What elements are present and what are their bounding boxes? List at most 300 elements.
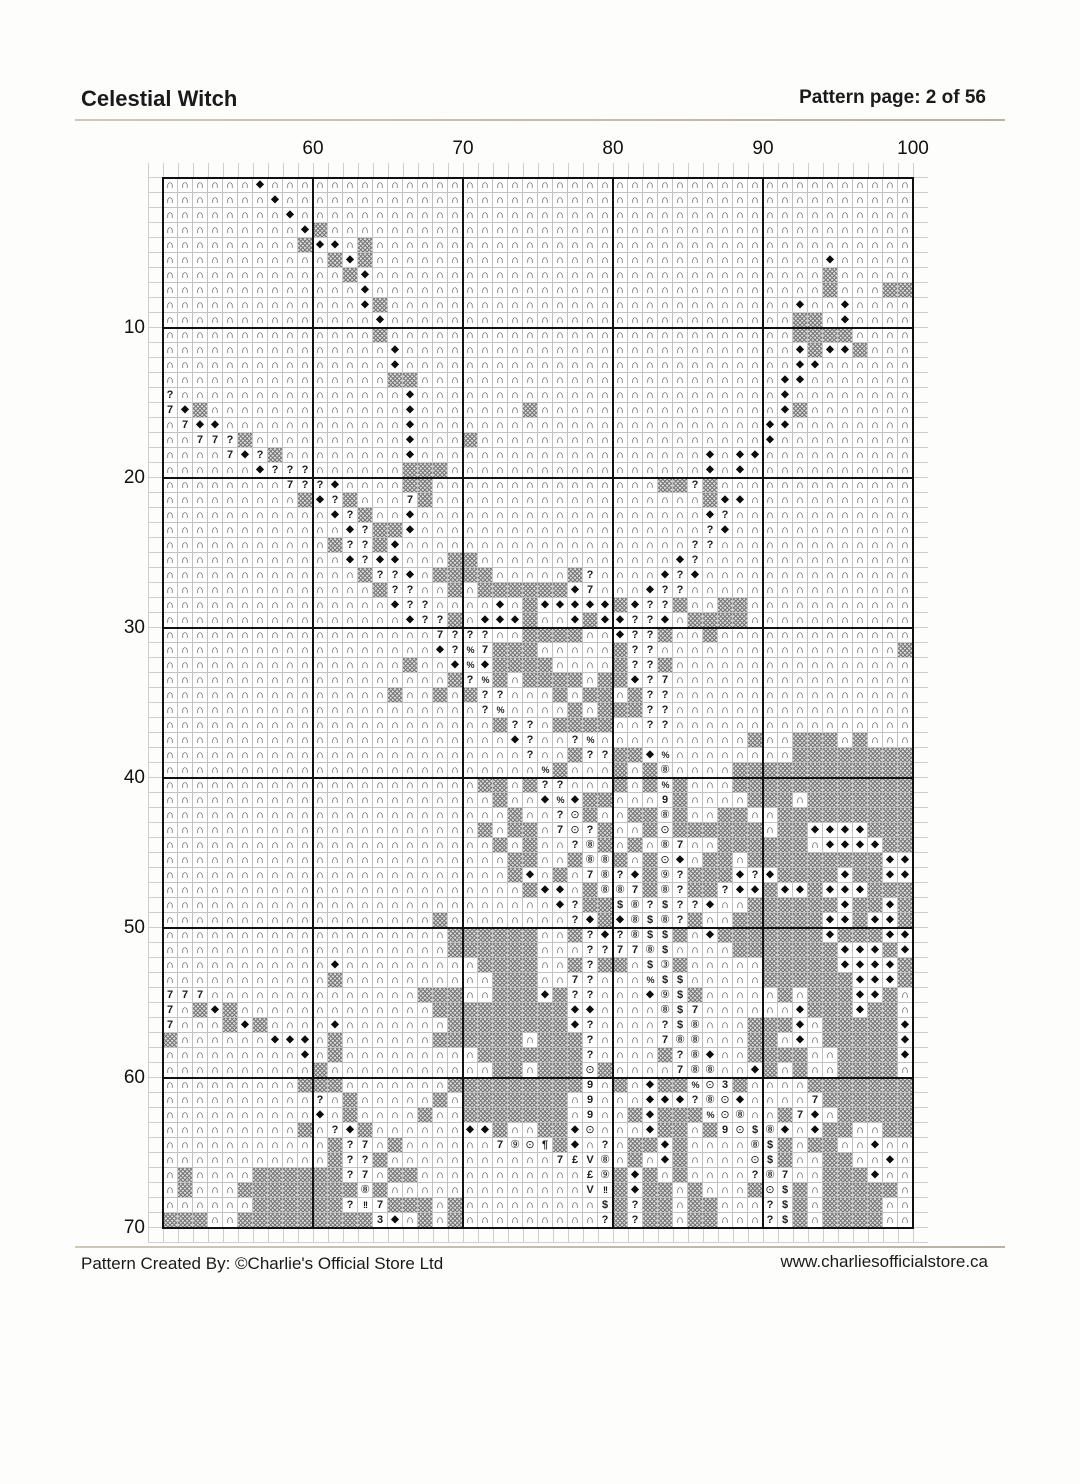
grid-cell: ∩ — [673, 268, 688, 283]
grid-cell — [868, 928, 883, 943]
grid-cell: ∩ — [403, 1003, 418, 1018]
grid-cell — [808, 853, 823, 868]
grid-cell: ∩ — [703, 1168, 718, 1183]
grid-cell: ∩ — [523, 898, 538, 913]
grid-cell: ⑧ — [703, 1093, 718, 1108]
grid-cell: ◆ — [613, 613, 628, 628]
grid-cell: ∩ — [208, 973, 223, 988]
grid-cell: ? — [718, 883, 733, 898]
grid-cell: ◆ — [358, 268, 373, 283]
grid-cell: ∩ — [343, 688, 358, 703]
grid-cell: ∩ — [808, 643, 823, 658]
grid-cell: ∩ — [298, 868, 313, 883]
grid-cell: ∩ — [613, 1093, 628, 1108]
grid-cell: ∩ — [463, 463, 478, 478]
grid-cell: ∩ — [268, 628, 283, 643]
grid-cell: ∩ — [163, 973, 178, 988]
grid-cell: ∩ — [868, 658, 883, 673]
grid-cell — [493, 1078, 508, 1093]
grid-cell: ∩ — [478, 478, 493, 493]
grid-cell: ∩ — [523, 1033, 538, 1048]
grid-cell: ∩ — [538, 868, 553, 883]
grid-cell: ∩ — [853, 598, 868, 613]
grid-cell: ∩ — [868, 418, 883, 433]
grid-cell — [448, 553, 463, 568]
grid-cell: ∩ — [658, 358, 673, 373]
grid-cell: ∩ — [718, 718, 733, 733]
grid-cell — [403, 1168, 418, 1183]
grid-cell: ∩ — [643, 388, 658, 403]
grid-cell: ∩ — [748, 388, 763, 403]
grid-cell: ∩ — [598, 343, 613, 358]
grid-cell: ∩ — [673, 178, 688, 193]
grid-cell: ∩ — [688, 838, 703, 853]
grid-cell: ∩ — [838, 598, 853, 613]
grid-cell: ∩ — [508, 328, 523, 343]
grid-cell: ∩ — [373, 463, 388, 478]
grid-cell: ∩ — [718, 463, 733, 478]
grid-cell: ∩ — [388, 1108, 403, 1123]
grid-cell: ∩ — [388, 223, 403, 238]
grid-cell: ∩ — [688, 418, 703, 433]
grid-cell: ∩ — [763, 568, 778, 583]
grid-cell: ∩ — [733, 703, 748, 718]
grid-cell: ∩ — [823, 628, 838, 643]
grid-cell: ◆ — [898, 1018, 913, 1033]
grid-cell: ∩ — [613, 283, 628, 298]
grid-cell: ∩ — [688, 253, 703, 268]
grid-cell: ∩ — [373, 358, 388, 373]
grid-cell: ◆ — [703, 1048, 718, 1063]
grid-cell: ∩ — [838, 523, 853, 538]
grid-cell: ∩ — [568, 508, 583, 523]
grid-cell: ∩ — [808, 268, 823, 283]
grid-cell: ∩ — [388, 703, 403, 718]
grid-cell: ? — [553, 808, 568, 823]
grid-cell: ∩ — [598, 628, 613, 643]
grid-cell: ∩ — [643, 1033, 658, 1048]
grid-cell: ∩ — [808, 508, 823, 523]
grid-cell — [448, 943, 463, 958]
grid-cell — [838, 1213, 853, 1228]
grid-cell: ∩ — [838, 718, 853, 733]
grid-cell: ∩ — [253, 223, 268, 238]
grid-cell — [763, 898, 778, 913]
grid-cell: ∩ — [238, 838, 253, 853]
grid-cell: ∩ — [688, 763, 703, 778]
grid-cell — [553, 1063, 568, 1078]
grid-cell: ∩ — [223, 898, 238, 913]
grid-cell: ∩ — [418, 328, 433, 343]
grid-cell — [493, 1123, 508, 1138]
grid-cell: ∩ — [373, 223, 388, 238]
grid-cell: $ — [778, 1183, 793, 1198]
grid-cell: ∩ — [223, 808, 238, 823]
grid-cell: ∩ — [178, 178, 193, 193]
grid-cell: ∩ — [268, 778, 283, 793]
grid-cell: ∩ — [718, 1213, 733, 1228]
grid-cell — [568, 1048, 583, 1063]
grid-cell: ∩ — [553, 703, 568, 718]
grid-cell — [478, 943, 493, 958]
grid-cell — [508, 1018, 523, 1033]
grid-cell: ∩ — [283, 598, 298, 613]
grid-cell: ∩ — [523, 523, 538, 538]
grid-cell: ∩ — [358, 628, 373, 643]
grid-cell: ∩ — [613, 178, 628, 193]
grid-cell: ∩ — [208, 853, 223, 868]
grid-cell: ∩ — [253, 478, 268, 493]
grid-cell: $ — [613, 898, 628, 913]
grid-cell: ∩ — [358, 958, 373, 973]
grid-cell: ∩ — [613, 448, 628, 463]
grid-cell — [313, 1078, 328, 1093]
grid-cell: ? — [643, 628, 658, 643]
grid-cell: ∩ — [793, 388, 808, 403]
grid-cell: ◆ — [793, 298, 808, 313]
grid-cell: ∩ — [748, 1198, 763, 1213]
grid-cell: ◆ — [763, 418, 778, 433]
grid-cell: ∩ — [598, 1123, 613, 1138]
grid-cell: ∩ — [718, 748, 733, 763]
grid-cell: ∩ — [373, 343, 388, 358]
grid-cell — [673, 598, 688, 613]
grid-cell: ∩ — [793, 418, 808, 433]
grid-cell: ∩ — [178, 703, 193, 718]
grid-cell: ∩ — [853, 313, 868, 328]
grid-cell: ◆ — [793, 1033, 808, 1048]
grid-cell — [463, 943, 478, 958]
grid-cell: ∩ — [703, 253, 718, 268]
grid-cell — [868, 883, 883, 898]
grid-cell: ∩ — [223, 748, 238, 763]
grid-cell: ∩ — [883, 703, 898, 718]
grid-cell: ◆ — [853, 1003, 868, 1018]
grid-cell: ∩ — [853, 208, 868, 223]
grid-cell: ∩ — [238, 1093, 253, 1108]
grid-cell: ? — [253, 448, 268, 463]
grid-cell — [643, 853, 658, 868]
grid-cell: ∩ — [673, 658, 688, 673]
grid-cell: ∩ — [493, 463, 508, 478]
grid-cell: ③ — [658, 958, 673, 973]
grid-cell: ∩ — [433, 1198, 448, 1213]
grid-cell: ∩ — [193, 313, 208, 328]
grid-cell: ∩ — [493, 493, 508, 508]
grid-cell: ∩ — [643, 283, 658, 298]
grid-cell: ∩ — [178, 658, 193, 673]
grid-cell: ∩ — [763, 703, 778, 718]
grid-cell: ∩ — [283, 1048, 298, 1063]
grid-cell: ∩ — [748, 343, 763, 358]
grid-cell: ? — [703, 523, 718, 538]
grid-cell: ∩ — [268, 223, 283, 238]
grid-cell: 7 — [658, 1033, 673, 1048]
grid-cell — [793, 898, 808, 913]
grid-cell: 7 — [793, 1108, 808, 1123]
grid-cell — [883, 778, 898, 793]
grid-cell — [508, 658, 523, 673]
grid-cell: ∩ — [343, 463, 358, 478]
grid-cell: ∩ — [328, 208, 343, 223]
grid-cell: ∩ — [673, 403, 688, 418]
grid-cell: ∩ — [568, 1198, 583, 1213]
grid-cell: ∩ — [853, 718, 868, 733]
grid-cell: ∩ — [613, 568, 628, 583]
grid-cell: ◆ — [178, 403, 193, 418]
grid-cell: % — [658, 748, 673, 763]
grid-cell: ∩ — [343, 1003, 358, 1018]
grid-cell: ◆ — [823, 253, 838, 268]
grid-cell — [523, 403, 538, 418]
grid-cell: ∩ — [268, 1003, 283, 1018]
grid-cell: ∩ — [538, 538, 553, 553]
grid-cell — [808, 988, 823, 1003]
grid-cell — [463, 553, 478, 568]
grid-cell: ∩ — [583, 628, 598, 643]
grid-cell: ∩ — [718, 313, 733, 328]
grid-cell: ∩ — [433, 1183, 448, 1198]
grid-cell — [823, 853, 838, 868]
grid-cell: ? — [388, 568, 403, 583]
grid-cell: ∩ — [193, 823, 208, 838]
grid-cell — [673, 1123, 688, 1138]
grid-cell: ∩ — [508, 493, 523, 508]
grid-cell: ∩ — [883, 418, 898, 433]
grid-cell: ∩ — [283, 268, 298, 283]
grid-cell: ∩ — [298, 1003, 313, 1018]
grid-cell: ∩ — [808, 553, 823, 568]
grid-cell: ∩ — [673, 703, 688, 718]
grid-cell: ∩ — [898, 493, 913, 508]
grid-cell: ∩ — [628, 448, 643, 463]
grid-cell: ◆ — [538, 598, 553, 613]
grid-cell: ∩ — [178, 643, 193, 658]
grid-cell: ∩ — [283, 1078, 298, 1093]
grid-cell: ∩ — [238, 193, 253, 208]
grid-cell — [613, 958, 628, 973]
grid-cell — [868, 793, 883, 808]
grid-cell: ∩ — [853, 628, 868, 643]
grid-cell — [793, 1213, 808, 1228]
grid-cell: ∩ — [763, 988, 778, 1003]
grid-cell — [853, 853, 868, 868]
grid-cell: ∩ — [433, 208, 448, 223]
grid-cell — [328, 1138, 343, 1153]
grid-cell: ∩ — [388, 613, 403, 628]
grid-cell: ∩ — [358, 463, 373, 478]
grid-cell: ? — [313, 1093, 328, 1108]
grid-cell — [883, 1123, 898, 1138]
grid-cell: ∩ — [658, 1168, 673, 1183]
grid-cell: 7 — [628, 943, 643, 958]
grid-cell — [733, 913, 748, 928]
grid-cell: ∩ — [898, 688, 913, 703]
grid-cell — [853, 1183, 868, 1198]
grid-cell: ∩ — [328, 1063, 343, 1078]
grid-cell: ∩ — [733, 373, 748, 388]
row-label: 30 — [123, 617, 145, 638]
grid-cell: ◆ — [898, 943, 913, 958]
grid-cell: ∩ — [823, 1063, 838, 1078]
grid-cell — [808, 748, 823, 763]
grid-cell: ∩ — [538, 268, 553, 283]
grid-cell: ∩ — [193, 868, 208, 883]
grid-cell: ∩ — [568, 778, 583, 793]
grid-cell: ∩ — [748, 1108, 763, 1123]
grid-cell: ∩ — [238, 718, 253, 733]
grid-cell: ? — [598, 1138, 613, 1153]
grid-cell: ∩ — [673, 223, 688, 238]
grid-cell — [733, 598, 748, 613]
grid-cell: ∩ — [793, 253, 808, 268]
grid-cell — [508, 988, 523, 1003]
grid-cell: ∩ — [238, 463, 253, 478]
grid-cell: ∩ — [628, 433, 643, 448]
grid-cell: ⊙ — [733, 1123, 748, 1138]
grid-cell: ∩ — [358, 358, 373, 373]
grid-cell: ∩ — [493, 388, 508, 403]
grid-cell — [268, 448, 283, 463]
grid-cell: £ — [583, 1168, 598, 1183]
grid-cell: ∩ — [478, 328, 493, 343]
grid-cell: ∩ — [823, 208, 838, 223]
grid-cell — [778, 853, 793, 868]
grid-cell: ∩ — [568, 253, 583, 268]
grid-cell: ∩ — [733, 478, 748, 493]
grid-cell: ∩ — [193, 1198, 208, 1213]
grid-cell — [898, 958, 913, 973]
grid-cell: ∩ — [883, 613, 898, 628]
grid-cell: ∩ — [778, 673, 793, 688]
grid-cell: ∩ — [163, 418, 178, 433]
grid-cell: ∩ — [223, 703, 238, 718]
grid-cell — [748, 1033, 763, 1048]
grid-cell: ⑧ — [628, 913, 643, 928]
grid-cell: ∩ — [388, 418, 403, 433]
grid-cell: ∩ — [808, 493, 823, 508]
grid-cell: ∩ — [718, 628, 733, 643]
grid-cell — [463, 568, 478, 583]
grid-cell — [778, 913, 793, 928]
grid-cell: ∩ — [733, 1168, 748, 1183]
grid-cell: ∩ — [373, 1063, 388, 1078]
grid-cell: ∩ — [388, 1123, 403, 1138]
grid-cell: ∩ — [313, 193, 328, 208]
grid-cell: ∩ — [628, 238, 643, 253]
grid-cell: ∩ — [538, 553, 553, 568]
grid-cell: 3 — [373, 1213, 388, 1228]
grid-cell — [283, 1183, 298, 1198]
grid-cell: ∩ — [898, 313, 913, 328]
grid-cell: ∩ — [478, 193, 493, 208]
grid-cell: ? — [583, 943, 598, 958]
grid-cell: 7 — [373, 1198, 388, 1213]
grid-cell: ∩ — [388, 718, 403, 733]
grid-cell — [568, 748, 583, 763]
grid-cell — [178, 1183, 193, 1198]
grid-cell — [643, 1198, 658, 1213]
grid-cell: ∩ — [523, 193, 538, 208]
grid-cell — [418, 1213, 433, 1228]
grid-cell — [613, 1213, 628, 1228]
grid-cell — [553, 583, 568, 598]
grid-cell: ⑧ — [658, 808, 673, 823]
grid-cell: ◆ — [853, 838, 868, 853]
grid-cell: ∩ — [718, 1138, 733, 1153]
grid-cell: ∩ — [538, 943, 553, 958]
grid-cell: ∩ — [523, 268, 538, 283]
grid-cell: ∩ — [373, 253, 388, 268]
grid-cell: ∩ — [283, 403, 298, 418]
grid-cell: ∩ — [733, 958, 748, 973]
grid-cell: ∩ — [298, 673, 313, 688]
grid-cell: ∩ — [583, 343, 598, 358]
grid-cell: ∩ — [553, 658, 568, 673]
grid-cell: ∩ — [223, 373, 238, 388]
grid-cell: ∩ — [358, 343, 373, 358]
grid-cell: ∩ — [223, 553, 238, 568]
grid-cell: ∩ — [253, 838, 268, 853]
grid-cell: ∩ — [463, 418, 478, 433]
grid-cell: ∩ — [808, 538, 823, 553]
grid-cell — [523, 853, 538, 868]
grid-cell: ? — [643, 688, 658, 703]
grid-cell: ∩ — [808, 1018, 823, 1033]
grid-cell: ∩ — [613, 298, 628, 313]
grid-cell: ∩ — [733, 643, 748, 658]
grid-cell: ∩ — [193, 628, 208, 643]
grid-cell — [688, 1108, 703, 1123]
grid-cell: ∩ — [523, 313, 538, 328]
grid-cell: ∩ — [808, 718, 823, 733]
grid-cell: ∩ — [508, 748, 523, 763]
grid-cell: ◆ — [628, 868, 643, 883]
grid-cell — [838, 778, 853, 793]
grid-cell: ∩ — [238, 238, 253, 253]
grid-cell: ∩ — [778, 598, 793, 613]
grid-cell: ∩ — [208, 778, 223, 793]
grid-cell: ∩ — [508, 268, 523, 283]
grid-cell: ∩ — [853, 403, 868, 418]
grid-cell — [883, 1063, 898, 1078]
grid-cell: ∩ — [538, 283, 553, 298]
grid-cell — [838, 928, 853, 943]
grid-cell: ∩ — [643, 223, 658, 238]
grid-cell: ∩ — [808, 1168, 823, 1183]
grid-cell: ∩ — [403, 553, 418, 568]
grid-cell: ∩ — [883, 628, 898, 643]
grid-cell: ∩ — [508, 838, 523, 853]
grid-cell: ∩ — [838, 703, 853, 718]
grid-cell — [313, 223, 328, 238]
grid-cell: ∩ — [403, 253, 418, 268]
grid-cell — [868, 1048, 883, 1063]
grid-cell: ∩ — [373, 613, 388, 628]
grid-cell — [253, 1018, 268, 1033]
grid-cell: ∩ — [733, 733, 748, 748]
grid-cell — [493, 673, 508, 688]
grid-cell — [778, 973, 793, 988]
grid-cell: ∩ — [268, 568, 283, 583]
grid-cell: ∩ — [553, 928, 568, 943]
grid-cell: ? — [748, 1168, 763, 1183]
grid-cell: % — [493, 703, 508, 718]
grid-cell: ◆ — [763, 868, 778, 883]
grid-cell: ∩ — [883, 508, 898, 523]
grid-cell: ∩ — [868, 583, 883, 598]
grid-cell: ∩ — [163, 493, 178, 508]
